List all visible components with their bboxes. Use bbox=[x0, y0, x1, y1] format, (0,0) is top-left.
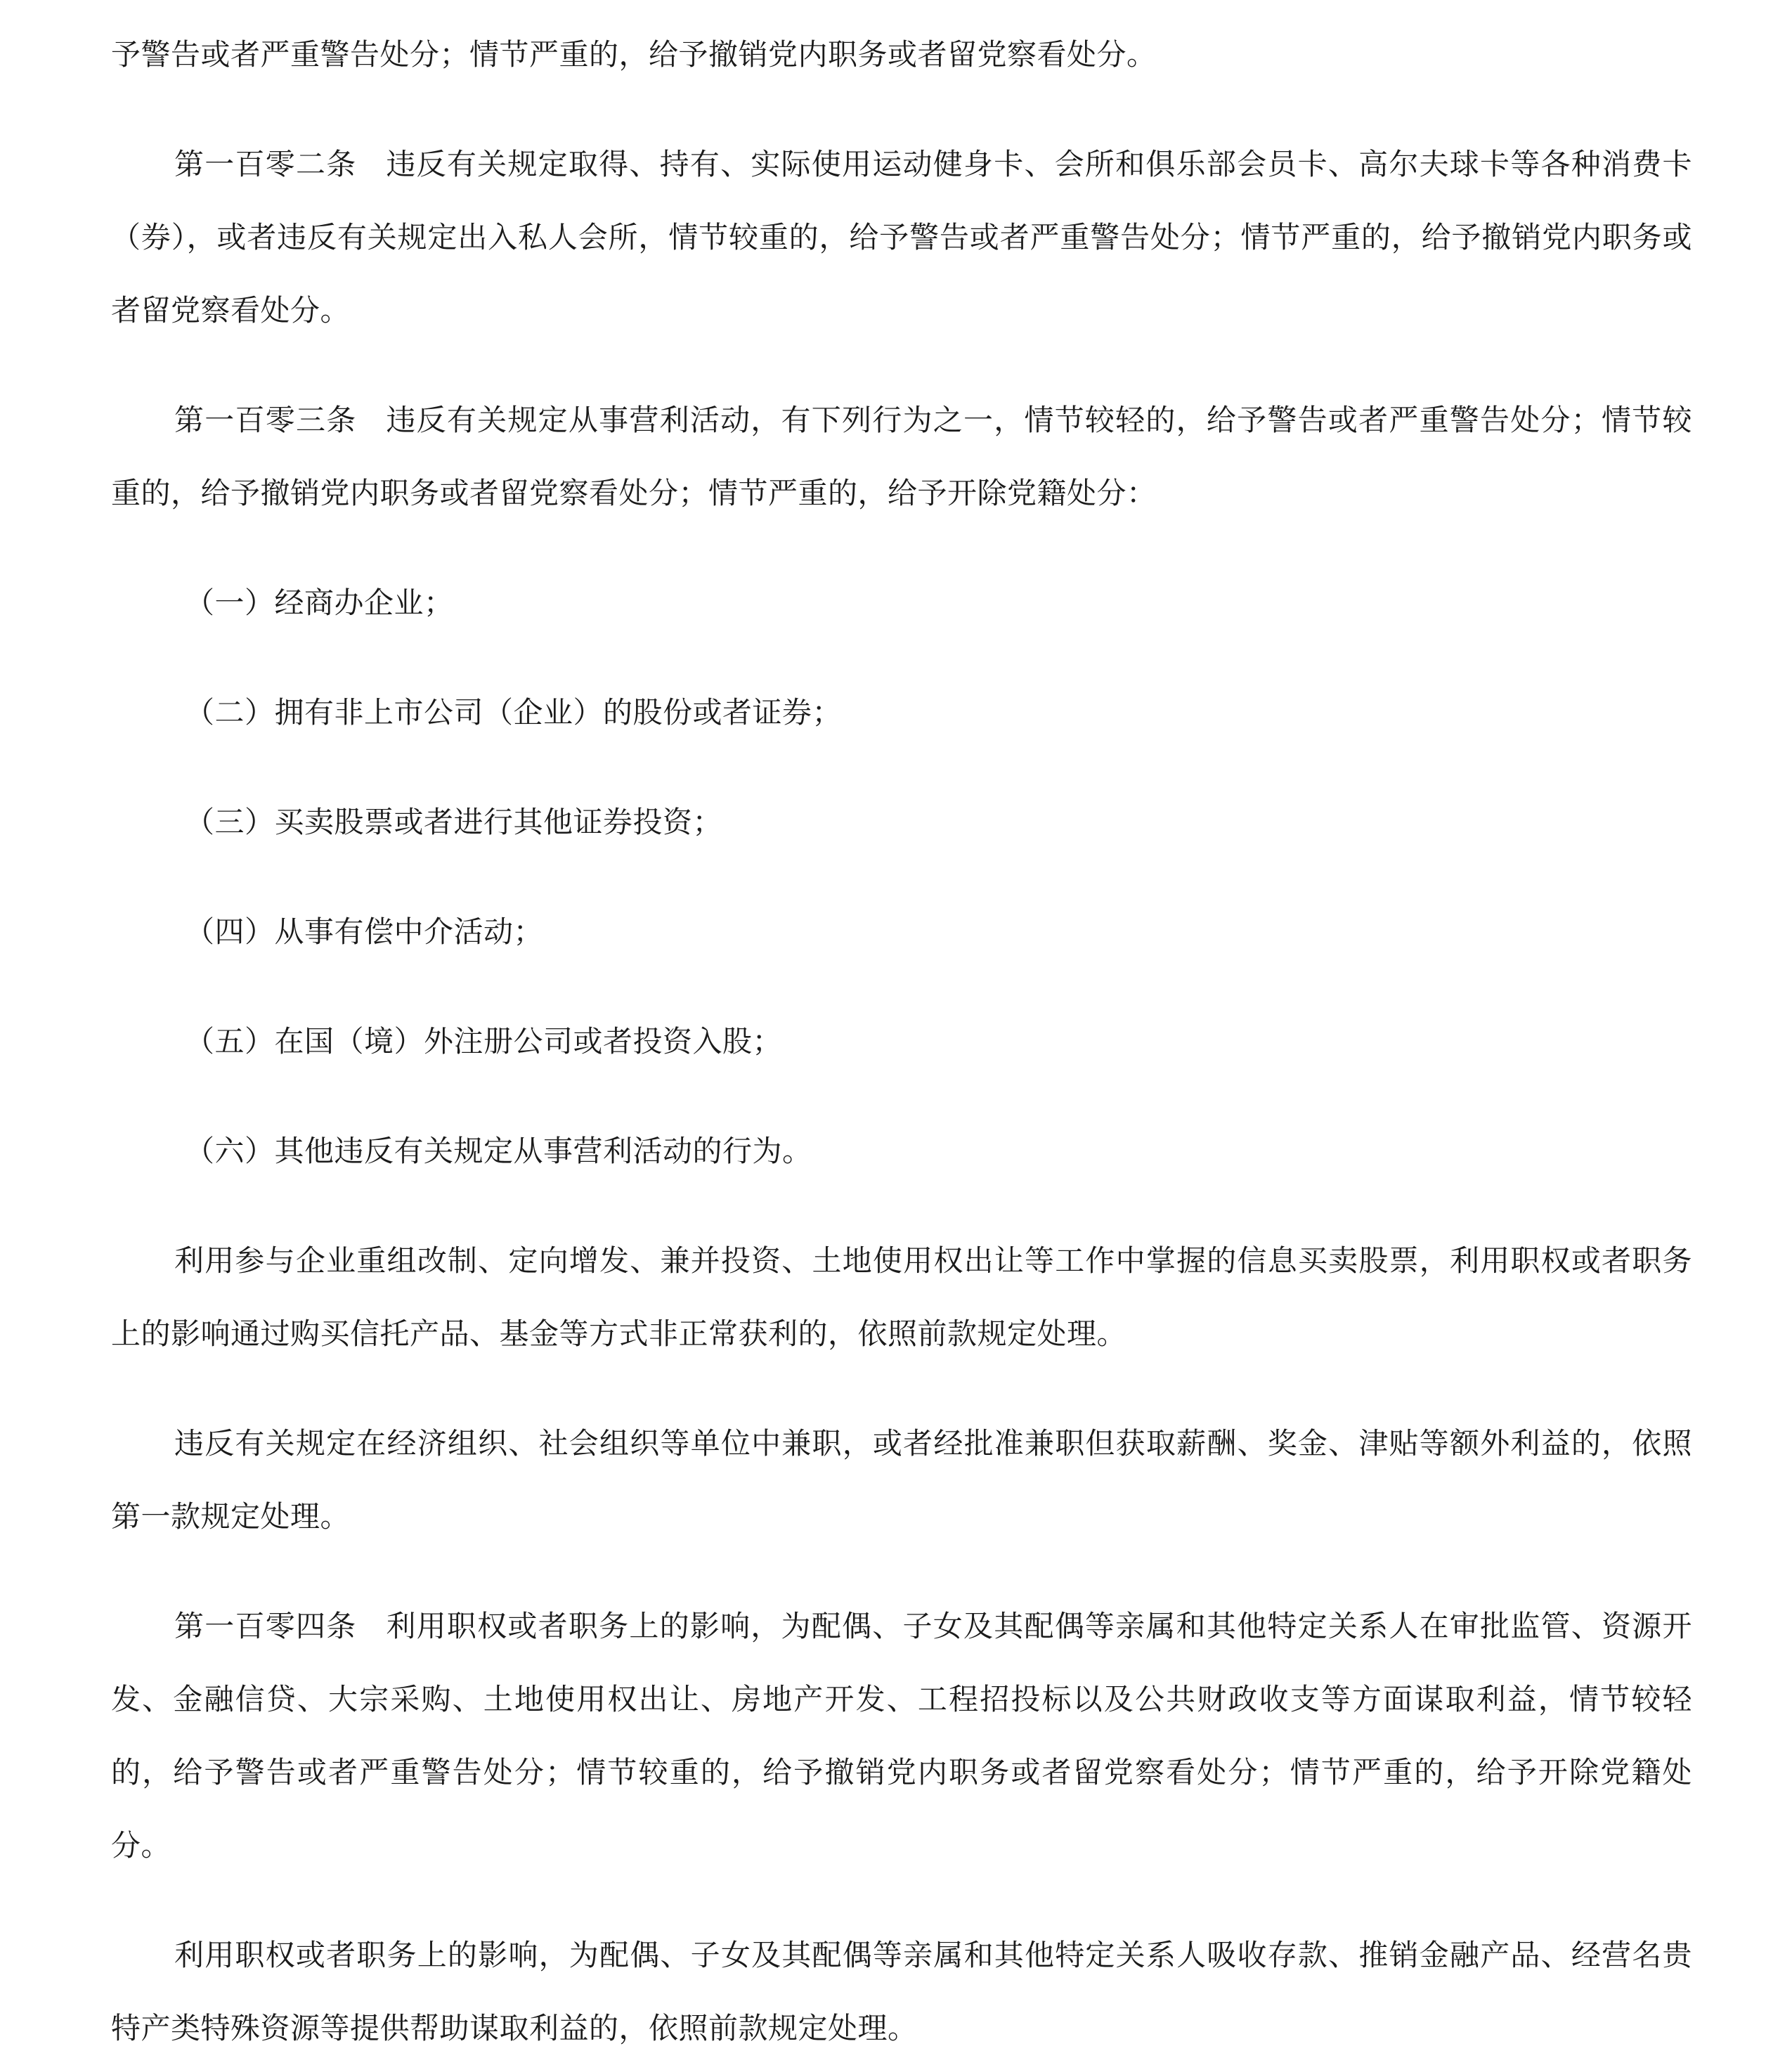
list-item-1: （一）经商办企业； bbox=[185, 585, 454, 620]
paragraph-text: 予警告或者严重警告处分；情节严重的，给予撤销党内职务或者留党察看处分。 bbox=[111, 37, 1157, 72]
paragraph-text: 违反有关规定在经济组织、社会组织等单位中兼职，或者经批准兼职但获取薪酬、奖金、津贴等额外利益的，依照第一款规定处理。 bbox=[111, 1426, 1692, 1534]
article-number: 第一百零四条 bbox=[174, 1609, 357, 1643]
article-text: 利用职权或者职务上的影响，为配偶、子女及其配偶等亲属和其他特定关系人在审批监管、资源开发、金融信贷、大宗采购、土地使用权出让、房地产开发、工程招投标以及公共财政收支等方面谋取利益，情节较轻的，给予警告或者严重警告处分；情节较重的，给予撤销党内职务或者留党察看处分；情节严重的，给予开除党籍处分。 bbox=[111, 1609, 1692, 1863]
article-text: 违反有关规定从事营利活动，有下列行为之一，情节较轻的，给予警告或者严重警告处分；情节较重的，给予撤销党内职务或者留党察看处分；情节严重的，给予开除党籍处分： bbox=[111, 403, 1692, 510]
article-number: 第一百零三条 bbox=[174, 403, 357, 437]
article-103 bbox=[111, 384, 1692, 530]
document-page bbox=[111, 18, 1692, 2065]
paragraph-relatives-benefit bbox=[111, 1919, 1692, 2065]
article-number: 第一百零二条 bbox=[174, 147, 357, 181]
list-item-3: （三）买卖股票或者进行其他证券投资； bbox=[185, 805, 723, 839]
list-item-5: （五）在国（境）外注册公司或者投资入股； bbox=[185, 1024, 783, 1059]
list-item-2: （二）拥有非上市公司（企业）的股份或者证券； bbox=[185, 695, 843, 730]
paragraph-text: 利用职权或者职务上的影响，为配偶、子女及其配偶等亲属和其他特定关系人吸收存款、推销金融产品、经营名贵特产类特殊资源等提供帮助谋取利益的，依照前款规定处理。 bbox=[111, 1938, 1692, 2045]
article-text: 违反有关规定取得、持有、实际使用运动健身卡、会所和俱乐部会员卡、高尔夫球卡等各种消费卡（券），或者违反有关规定出入私人会所，情节较重的，给予警告或者严重警告处分；情节严重的，给予撤销党内职务或者留党察看处分。 bbox=[111, 147, 1692, 328]
article-102 bbox=[111, 128, 1692, 347]
list-item-4: （四）从事有偿中介活动； bbox=[185, 914, 544, 949]
paragraph-text: 利用参与企业重组改制、定向增发、兼并投资、土地使用权出让等工作中掌握的信息买卖股票，利用职权或者职务上的影响通过购买信托产品、基金等方式非正常获利的，依照前款规定处理。 bbox=[111, 1243, 1692, 1351]
paragraph-stock-trading bbox=[111, 1224, 1692, 1371]
paragraph-continuation bbox=[111, 18, 1692, 91]
list-item-6: （六）其他违反有关规定从事营利活动的行为。 bbox=[185, 1134, 812, 1168]
article-104 bbox=[111, 1590, 1692, 1882]
paragraph-part-time-job bbox=[111, 1407, 1692, 1553]
